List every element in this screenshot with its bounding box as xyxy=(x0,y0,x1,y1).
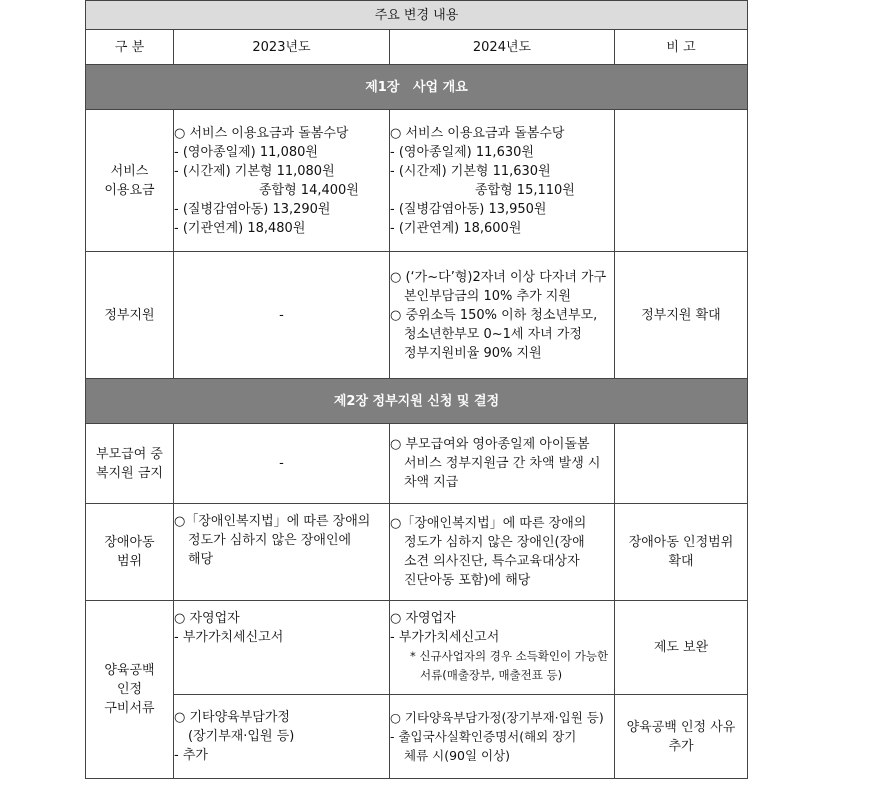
note-line xyxy=(615,718,747,756)
cell-docs-a-note: 제도 보완 xyxy=(615,601,748,695)
list-item: ○「장애인복지법」에 따른 장애의 xyxy=(390,516,587,531)
list-item: ○ 서비스 이용요금과 돌봄수당 xyxy=(390,125,565,141)
list-item: - (질병감염아동) 13,290원 xyxy=(174,201,331,217)
list-item: ○ 자영업자 xyxy=(390,611,456,626)
header-row xyxy=(86,30,748,65)
row-category-dup xyxy=(86,424,174,504)
table-row xyxy=(86,601,748,695)
table-row xyxy=(86,110,748,252)
list-item: 정도가 심하지 않은 장애인에 xyxy=(188,533,352,548)
list-item: ○ 기타양육부담가정 xyxy=(174,710,290,725)
list-item: 해당 xyxy=(188,552,214,567)
list-item: ○ 서비스 이용요금과 돌봄수당 xyxy=(174,125,349,141)
cell-dup-2024 xyxy=(390,424,615,504)
list-item: 서류(매출장부, 매출전표 등) xyxy=(420,668,563,682)
table-row xyxy=(86,695,748,779)
cell-docs-a-2023 xyxy=(174,601,390,695)
text-line: 추가 xyxy=(668,738,694,754)
list-item: - 부가가치세신고서 xyxy=(174,630,284,645)
list-item: - (시간제) 기본형 11,080원 xyxy=(174,163,335,179)
table-row xyxy=(86,504,748,601)
list-item: - (기관연계) 18,480원 xyxy=(174,220,306,236)
header-2023: 2023년도 xyxy=(174,30,390,65)
cell-docs-b-2024 xyxy=(390,695,615,779)
cell-fee-2023 xyxy=(174,110,390,252)
text-line: 인정 xyxy=(116,682,143,697)
text-line: 서비스 xyxy=(110,163,149,179)
cell-docs-b-note xyxy=(615,695,748,779)
cell-disab-2024 xyxy=(390,504,615,601)
cell-disab-note xyxy=(615,504,748,601)
text-line: 범위 xyxy=(116,554,143,569)
section-title-1: 제1장 사업 개요 xyxy=(86,65,748,110)
table-row xyxy=(86,424,748,504)
list-item: 소견 의사진단, 특수교육대상자 xyxy=(404,554,580,569)
list-item: - (시간제) 기본형 11,630원 xyxy=(390,163,551,179)
header-note: 비 고 xyxy=(615,30,748,65)
list-item: 본인부담금의 10% 추가 지원 xyxy=(404,288,571,304)
list-item: ○ 부모급여와 영아종일제 아이돌봄 xyxy=(390,437,590,452)
text-line: 장애아동 xyxy=(104,535,155,550)
text-line: 확대 xyxy=(668,554,694,569)
section-row xyxy=(86,65,748,110)
category-line xyxy=(86,445,173,483)
table-row xyxy=(86,252,748,379)
list-item: 종합형 14,400원 xyxy=(259,182,359,198)
row-category-fee xyxy=(86,110,174,252)
note-line xyxy=(615,533,747,571)
list-item: ○ 중위소득 150% 이하 청소년부모, xyxy=(390,307,598,323)
text-line: 양육공백 xyxy=(104,663,155,678)
list-item: 진단아동 포함)에 해당 xyxy=(404,573,531,588)
cell-docs-a-2024 xyxy=(390,601,615,695)
category-line xyxy=(86,661,173,718)
list-item: 정부지원비율 90% 지원 xyxy=(404,345,542,361)
list-item: 체류 시(90일 이상) xyxy=(404,748,511,763)
list-item: 서비스 정부지원금 간 차액 발생 시 xyxy=(404,456,601,471)
list-item: (장기부재·입원 등) xyxy=(188,729,295,744)
header-category: 구 분 xyxy=(86,30,174,65)
list-item: - (기관연계) 18,600원 xyxy=(390,220,522,236)
text-line: 장애아동 인정범위 xyxy=(628,535,734,550)
list-item: ○ 기타양육부담가정(장기부재·입원 등) xyxy=(390,710,604,725)
category-line xyxy=(86,162,173,200)
list-item: 종합형 15,110원 xyxy=(475,182,575,198)
row-category-disab xyxy=(86,504,174,601)
changes-table xyxy=(85,0,748,779)
section-row xyxy=(86,379,748,424)
text-line: 구비서류 xyxy=(104,701,155,716)
list-item: - 출입국사실확인증명서(해외 장기 xyxy=(390,729,577,744)
list-item: - 부가가치세신고서 xyxy=(390,630,500,645)
text-line: 이용요금 xyxy=(104,182,155,198)
list-item: 청소년한부모 0~1세 자녀 가정 xyxy=(404,326,582,342)
row-category-docs xyxy=(86,601,174,779)
list-item: ○「장애인복지법」에 따른 장애의 xyxy=(174,514,371,529)
header-2024: 2024년도 xyxy=(390,30,615,65)
list-item: 정도가 심하지 않은 장애인(장애 xyxy=(404,535,585,550)
cell-dup-note xyxy=(615,424,748,504)
cell-fee-note xyxy=(615,110,748,252)
text-line: 양육공백 인정 사유 xyxy=(626,719,736,735)
table-caption: 주요 변경 내용 xyxy=(86,1,748,30)
section-title-2: 제2장 정부지원 신청 및 결정 xyxy=(86,379,748,424)
cell-gov-2023: - xyxy=(174,252,390,379)
list-item: - (질병감염아동) 13,950원 xyxy=(390,201,547,217)
list-item: * 신규사업자의 경우 소득확인이 가능한 xyxy=(410,649,609,663)
list-item: 차액 지급 xyxy=(404,475,459,490)
text-line: 부모급여 중 xyxy=(96,446,163,462)
cell-disab-2023 xyxy=(174,504,390,601)
row-category-gov: 정부지원 xyxy=(86,252,174,379)
text-line: 복지원 금지 xyxy=(96,465,163,481)
cell-docs-b-2023 xyxy=(174,695,390,779)
cell-gov-2024 xyxy=(390,252,615,379)
cell-fee-2024 xyxy=(390,110,615,252)
category-line xyxy=(86,533,173,571)
cell-dup-2023: - xyxy=(174,424,390,504)
list-item: ○ 자영업자 xyxy=(174,611,240,626)
list-item: ○ (‘가~다’형)2자녀 이상 다자녀 가구 xyxy=(390,269,607,285)
list-item: - 추가 xyxy=(174,748,208,763)
list-item: - (영아종일제) 11,630원 xyxy=(390,144,534,160)
cell-gov-note: 정부지원 확대 xyxy=(615,252,748,379)
list-item: - (영아종일제) 11,080원 xyxy=(174,144,318,160)
table-caption-row xyxy=(86,1,748,30)
